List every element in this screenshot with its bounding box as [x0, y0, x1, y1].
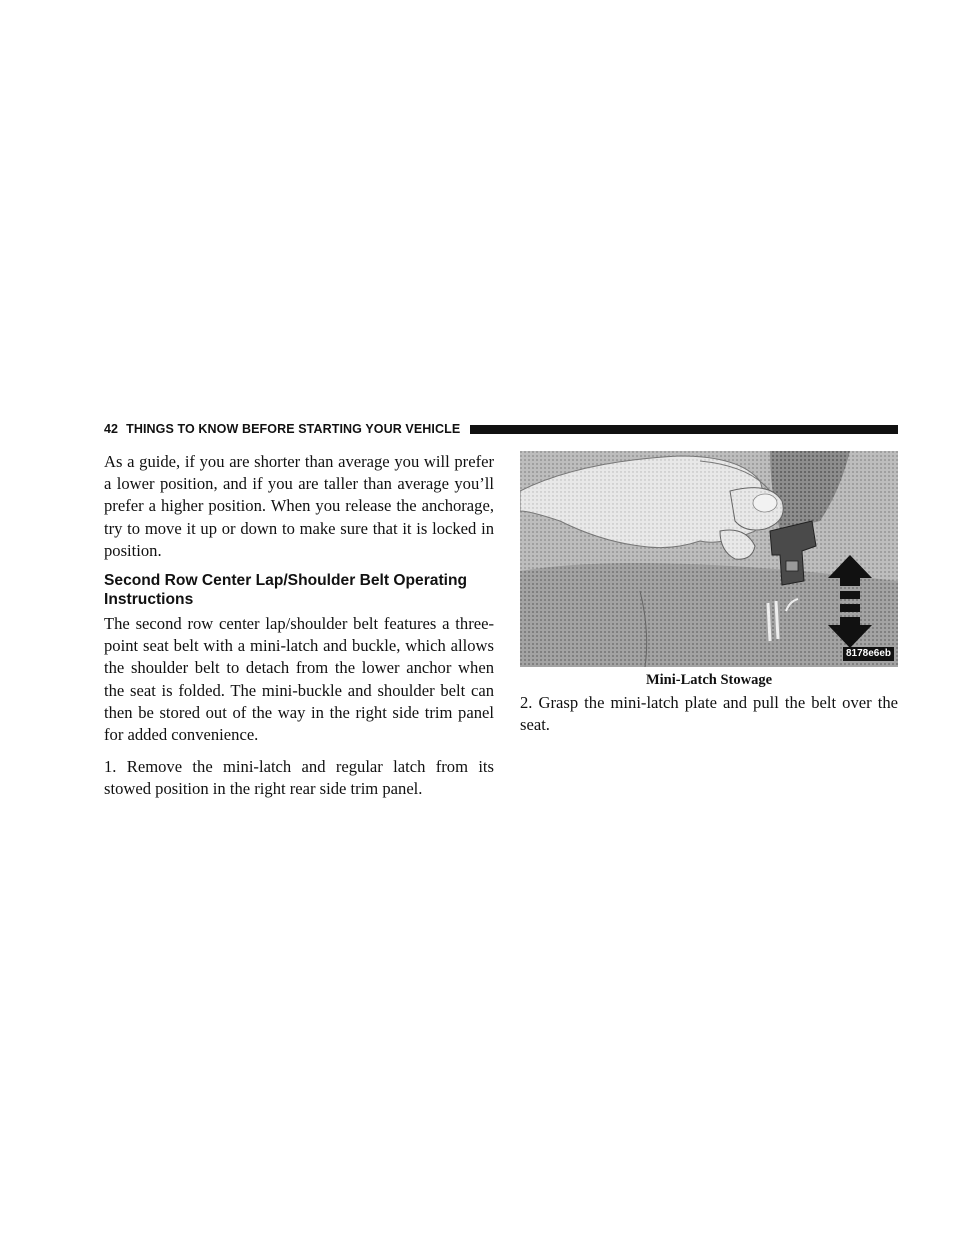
figure-code: 8178e6eb [843, 647, 894, 661]
right-column [520, 451, 898, 736]
step-2: 2. Grasp the mini-latch plate and pull the belt over the seat. [520, 693, 898, 735]
page-header [104, 420, 898, 438]
paragraph-belt-features: The second row center lap/shoulder belt features a three-point seat belt with a mini-latch and buckle, which allows the shoulder belt to detach from the lower anchor when the seat is folded. The mini-buckle and shoulder belt can then be stored out of the way in the right side trim panel for added convenience. [104, 614, 494, 745]
figure-caption: Mini-Latch Stowage [645, 672, 773, 688]
left-column [104, 451, 494, 801]
section-heading: Second Row Center Lap/Shoulder Belt Operating Instructions [104, 572, 468, 609]
header-rule [470, 425, 898, 434]
section-title: THINGS TO KNOW BEFORE STARTING YOUR VEHICLE [126, 422, 461, 436]
paragraph-seat-belt-height: As a guide, if you are shorter than average you will prefer a lower position, and if you are taller than average you’ll prefer a higher position. When you release the anchorage, try to move it up or down to make sure that it is locked in position. [104, 452, 494, 560]
step-1: 1. Remove the mini-latch and regular latch from its stowed position in the right rear side trim panel. [104, 757, 494, 799]
mini-latch-figure [520, 451, 898, 667]
page-number: 42 [104, 422, 119, 436]
mini-latch-illustration [520, 451, 898, 667]
